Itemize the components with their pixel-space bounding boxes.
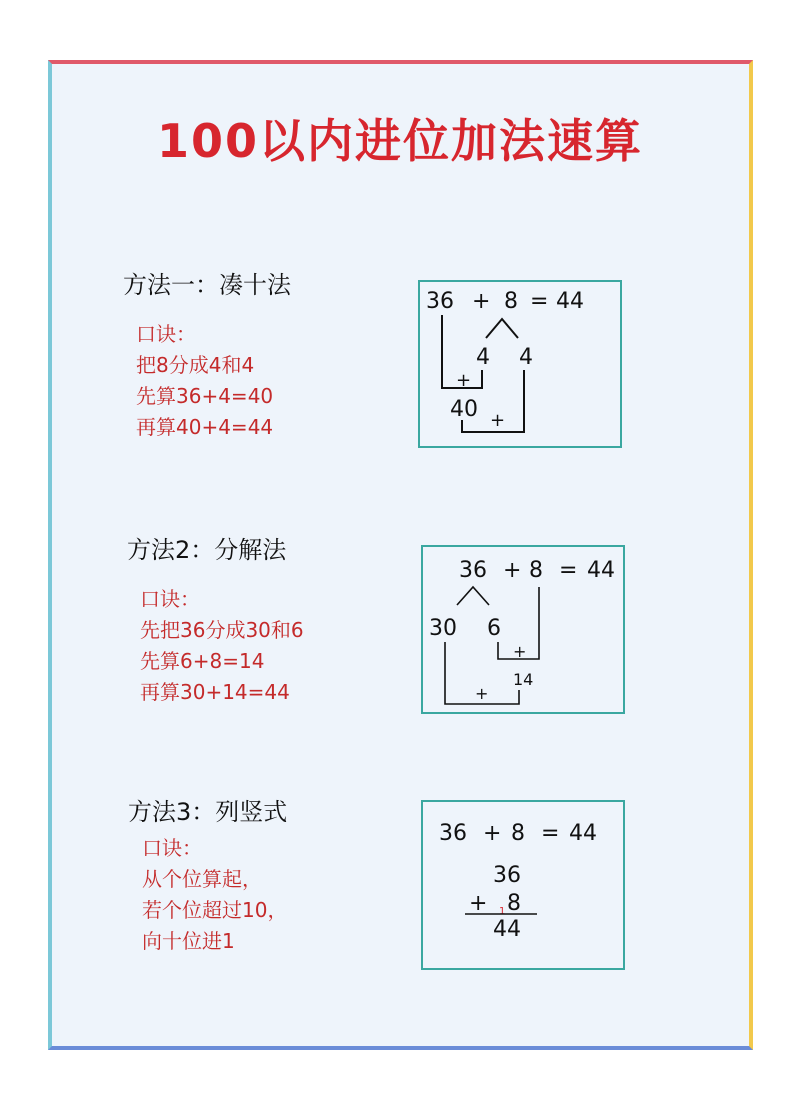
method-2-diagram bbox=[421, 545, 625, 714]
eq-equals: = bbox=[559, 558, 578, 583]
tip-line: 向十位进1 bbox=[142, 929, 235, 953]
vertical-result: 44 bbox=[493, 917, 521, 942]
tip-heading: 口诀： bbox=[142, 836, 202, 860]
tip-line: 先算6+8=14 bbox=[140, 649, 265, 673]
split-branch bbox=[486, 319, 518, 338]
split-branch bbox=[457, 587, 489, 605]
vertical-top: 36 bbox=[493, 863, 521, 888]
eq-a: 36 bbox=[459, 558, 487, 583]
step1-op: + bbox=[513, 642, 527, 661]
page-title: 100以内进位加法速算 bbox=[156, 114, 644, 168]
eq-result: 44 bbox=[587, 558, 615, 583]
eq-a: 36 bbox=[439, 821, 467, 846]
method-3-title: 方法3：列竖式 bbox=[128, 798, 288, 826]
split-right: 6 bbox=[487, 616, 501, 641]
method-2-title: 方法2：分解法 bbox=[127, 536, 287, 564]
eq-result: 44 bbox=[556, 289, 584, 314]
method-1-diagram bbox=[418, 280, 622, 448]
tip-line: 把8分成4和4 bbox=[136, 353, 255, 377]
step1-result: 40 bbox=[450, 397, 478, 422]
step1-op: + bbox=[456, 370, 472, 391]
eq-equals: = bbox=[541, 821, 560, 846]
split-right: 4 bbox=[519, 345, 533, 370]
eq-b: 8 bbox=[504, 289, 518, 314]
step2-op: + bbox=[490, 410, 506, 431]
tip-line: 若个位超过10， bbox=[142, 898, 288, 922]
tip-heading: 口诀： bbox=[140, 587, 200, 611]
method-2-tips bbox=[140, 584, 304, 708]
method-1-tips bbox=[136, 319, 273, 443]
tip-line: 再算30+14=44 bbox=[140, 680, 290, 704]
eq-plus: + bbox=[472, 289, 491, 314]
tip-line: 再算40+4=44 bbox=[136, 415, 274, 439]
method-3-diagram bbox=[421, 800, 625, 970]
tip-line: 从个位算起， bbox=[142, 867, 262, 891]
eq-plus: + bbox=[483, 821, 502, 846]
eq-b: 8 bbox=[511, 821, 525, 846]
eq-plus: + bbox=[503, 558, 522, 583]
vertical-bottom: 8 bbox=[507, 891, 521, 916]
eq-equals: = bbox=[530, 289, 549, 314]
split-left: 4 bbox=[476, 345, 490, 370]
eq-b: 8 bbox=[529, 558, 543, 583]
vertical-op: + bbox=[469, 891, 488, 916]
method-1-title: 方法一：凑十法 bbox=[123, 271, 291, 299]
step1-result: 14 bbox=[513, 670, 534, 689]
step2-op: + bbox=[475, 684, 489, 703]
carry-digit: 1 bbox=[499, 906, 506, 917]
tip-heading: 口诀： bbox=[136, 322, 196, 346]
tip-line: 先算36+4=40 bbox=[136, 384, 274, 408]
split-left: 30 bbox=[429, 616, 457, 641]
eq-a: 36 bbox=[426, 289, 454, 314]
tip-line: 先把36分成30和6 bbox=[140, 618, 304, 642]
eq-result: 44 bbox=[569, 821, 597, 846]
method-3-tips bbox=[142, 833, 287, 957]
